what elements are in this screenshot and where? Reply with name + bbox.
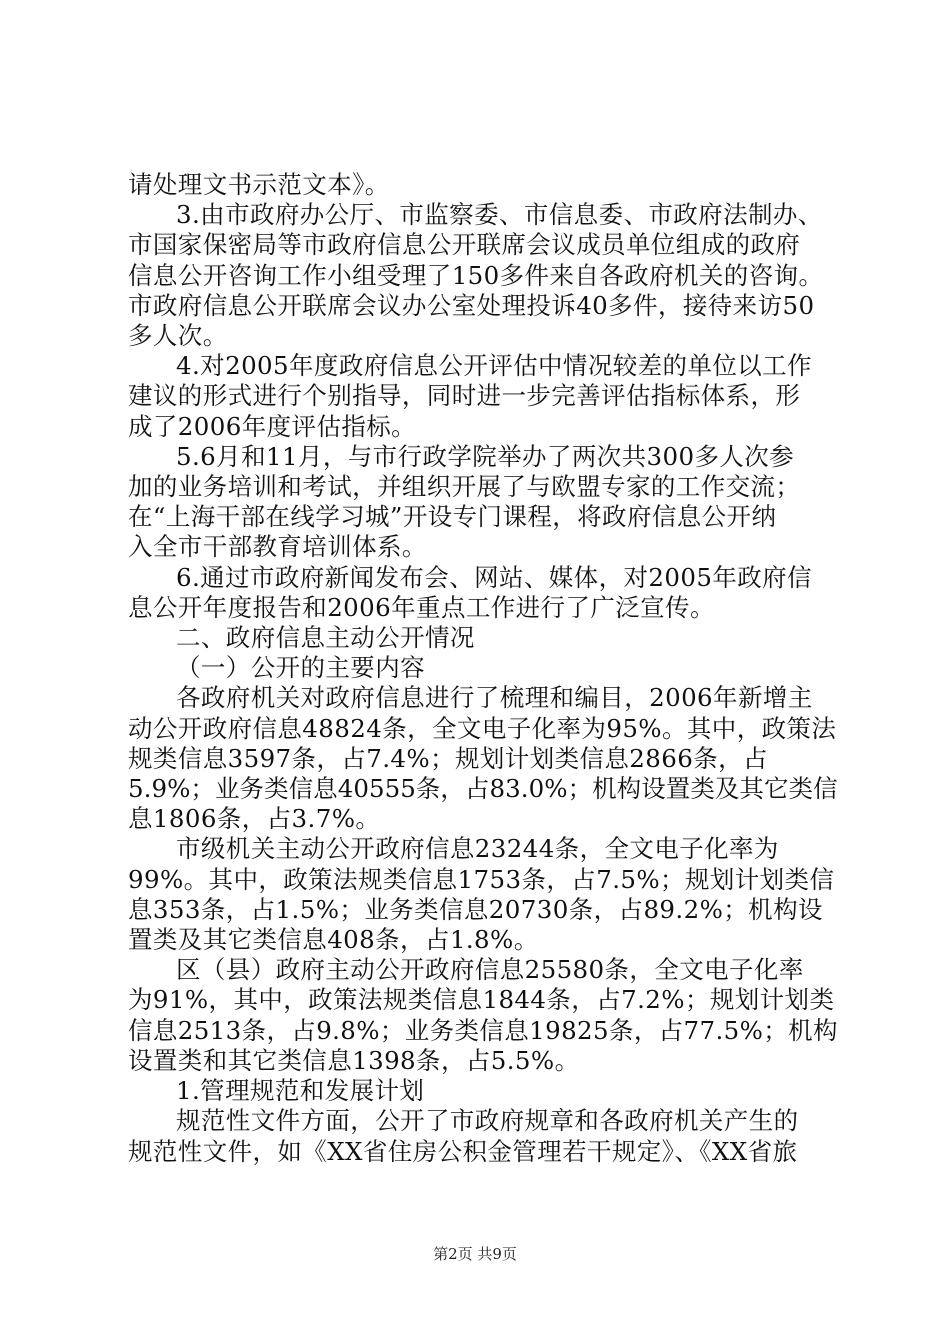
text-line: 息1806条，占3.7%。 (128, 804, 381, 834)
text-line: 5.9%；业务类信息40555条，占83.0%；机构设置类及其它类信 (128, 774, 838, 804)
text-line: 息353条，占1.5%；业务类信息20730条，占89.2%；机构设 (128, 894, 823, 924)
text-line: 5.6月和11月，与市行政学院举办了两次共300多人次参 (176, 441, 795, 471)
text-line: 置类及其它类信息408条，占1.8%。 (128, 925, 539, 955)
text-line: 信息公开咨询工作小组受理了150多件来自各政府机关的咨询。 (128, 260, 824, 290)
text-line: 多人次。 (128, 321, 228, 351)
text-line: 市国家保密局等市政府信息公开联席会议成员单位组成的政府 (128, 230, 801, 260)
document-body (128, 170, 838, 1167)
text-line: 在“上海干部在线学习城”开设专门课程，将政府信息公开纳 (128, 502, 777, 532)
text-line: （一）公开的主要内容 (176, 653, 425, 683)
text-line: 6.通过市政府新闻发布会、网站、媒体，对2005年政府信 (176, 562, 812, 592)
text-line: 设置类和其它类信息1398条，占5.5%。 (128, 1045, 580, 1075)
text-line: 为91%，其中，政策法规类信息1844条，占7.2%；规划计划类 (128, 985, 835, 1015)
text-line: 息公开年度报告和2006年重点工作进行了广泛宣传。 (128, 592, 715, 622)
text-line: 市政府信息公开联席会议办公室处理投诉40多件，接待来访50 (128, 290, 815, 320)
text-line: 各政府机关对政府信息进行了梳理和编目，2006年新增主 (176, 683, 813, 713)
text-line: 请处理文书示范文本》。 (128, 170, 390, 199)
text-line: 二、政府信息主动公开情况 (176, 623, 475, 653)
text-line: 3.由市政府办公厅、市监察委、市信息委、市政府法制办、 (176, 200, 823, 230)
text-line: 成了2006年度评估指标。 (128, 411, 417, 441)
text-line: 1.管理规范和发展计划 (176, 1076, 425, 1106)
text-line: 规范性文件，如《XX省住房公积金管理若干规定》、《XX省旅 (128, 1136, 798, 1166)
text-line: 规范性文件方面，公开了市政府规章和各政府机关产生的 (176, 1106, 799, 1136)
page-footer: 第2页 共9页 (433, 1245, 517, 1263)
text-line: 加的业务培训和考试，并组织开展了与欧盟专家的工作交流； (128, 472, 801, 502)
text-line: 动公开政府信息48824条，全文电子化率为95%。其中，政策法 (128, 713, 837, 743)
text-line: 信息2513条，占9.8%；业务类信息19825条，占77.5%；机构 (128, 1015, 838, 1045)
text-line: 规类信息3597条，占7.4%；规划计划类信息2866条，占 (128, 743, 768, 773)
text-line: 99%。其中，政策法规类信息1753条，占7.5%；规划计划类信 (128, 864, 835, 894)
text-line: 4.对2005年度政府信息公开评估中情况较差的单位以工作 (176, 351, 812, 381)
text-line: 入全市干部教育培训体系。 (128, 532, 427, 562)
text-line: 市级机关主动公开政府信息23244条，全文电子化率为 (176, 834, 779, 864)
text-line: 区（县）政府主动公开政府信息25580条，全文电子化率 (176, 955, 804, 985)
text-line: 建议的形式进行个别指导，同时进一步完善评估指标体系，形 (128, 381, 801, 411)
